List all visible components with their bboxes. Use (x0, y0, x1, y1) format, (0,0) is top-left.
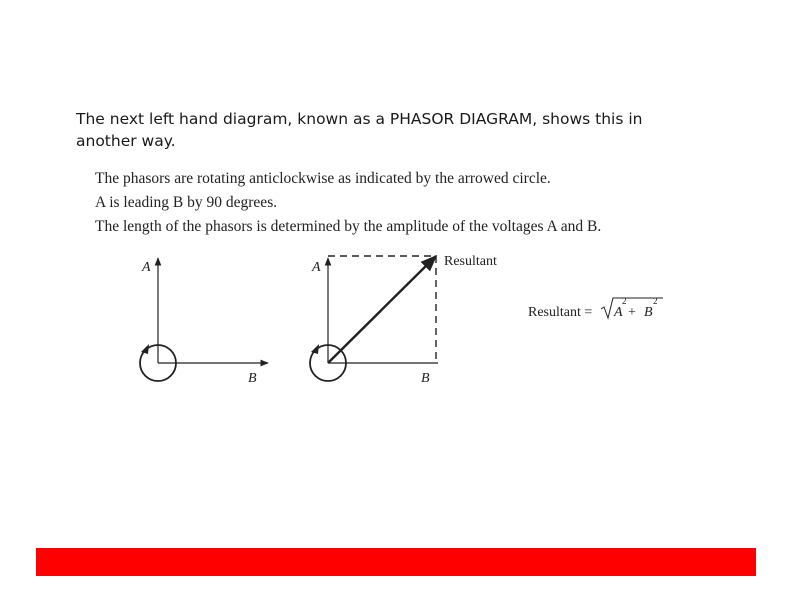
left-label-A: A (142, 260, 151, 275)
right-label-A: A (312, 260, 321, 275)
heading-line-2: another way. (76, 132, 176, 150)
formula-a: A (614, 305, 623, 320)
footer-red-bar (36, 548, 756, 576)
formula-plus: + (628, 305, 636, 320)
right-rotation-arrow-icon (311, 344, 319, 354)
svg-text:+ (628, 305, 636, 320)
formula-a-exp: 2 (622, 296, 627, 306)
figure-text-line-2: A is leading B by 90 degrees. (95, 194, 278, 211)
right-label-B: B (421, 371, 430, 386)
resultant-formula (528, 296, 663, 320)
formula-lhs: Resultant = (528, 305, 593, 320)
svg-text:2 (622, 296, 627, 306)
resultant-label: Resultant (444, 254, 497, 269)
svg-text:B (644, 305, 653, 320)
figure-text-line-1: The phasors are rotating anticlockwise as indicated by the arrowed circle. (95, 170, 551, 187)
formula-b: B (644, 305, 653, 320)
heading-line-1: The next left hand diagram, known as a PHASOR DIAGRAM, shows this in (76, 110, 643, 128)
figure-text-line-3: The length of the phasors is determined by the amplitude of the voltages A and B. (95, 218, 602, 235)
left-rotation-arrow-icon (141, 344, 149, 354)
formula-b-exp: 2 (653, 296, 658, 306)
resultant-phasor (328, 256, 436, 363)
right-phasor-diagram (310, 254, 497, 386)
svg-text:A (613, 305, 623, 320)
left-phasor-diagram (140, 258, 268, 386)
left-label-B: B (248, 371, 257, 386)
svg-text:Resultant = (528, 305, 592, 320)
svg-text:2 (653, 296, 658, 306)
